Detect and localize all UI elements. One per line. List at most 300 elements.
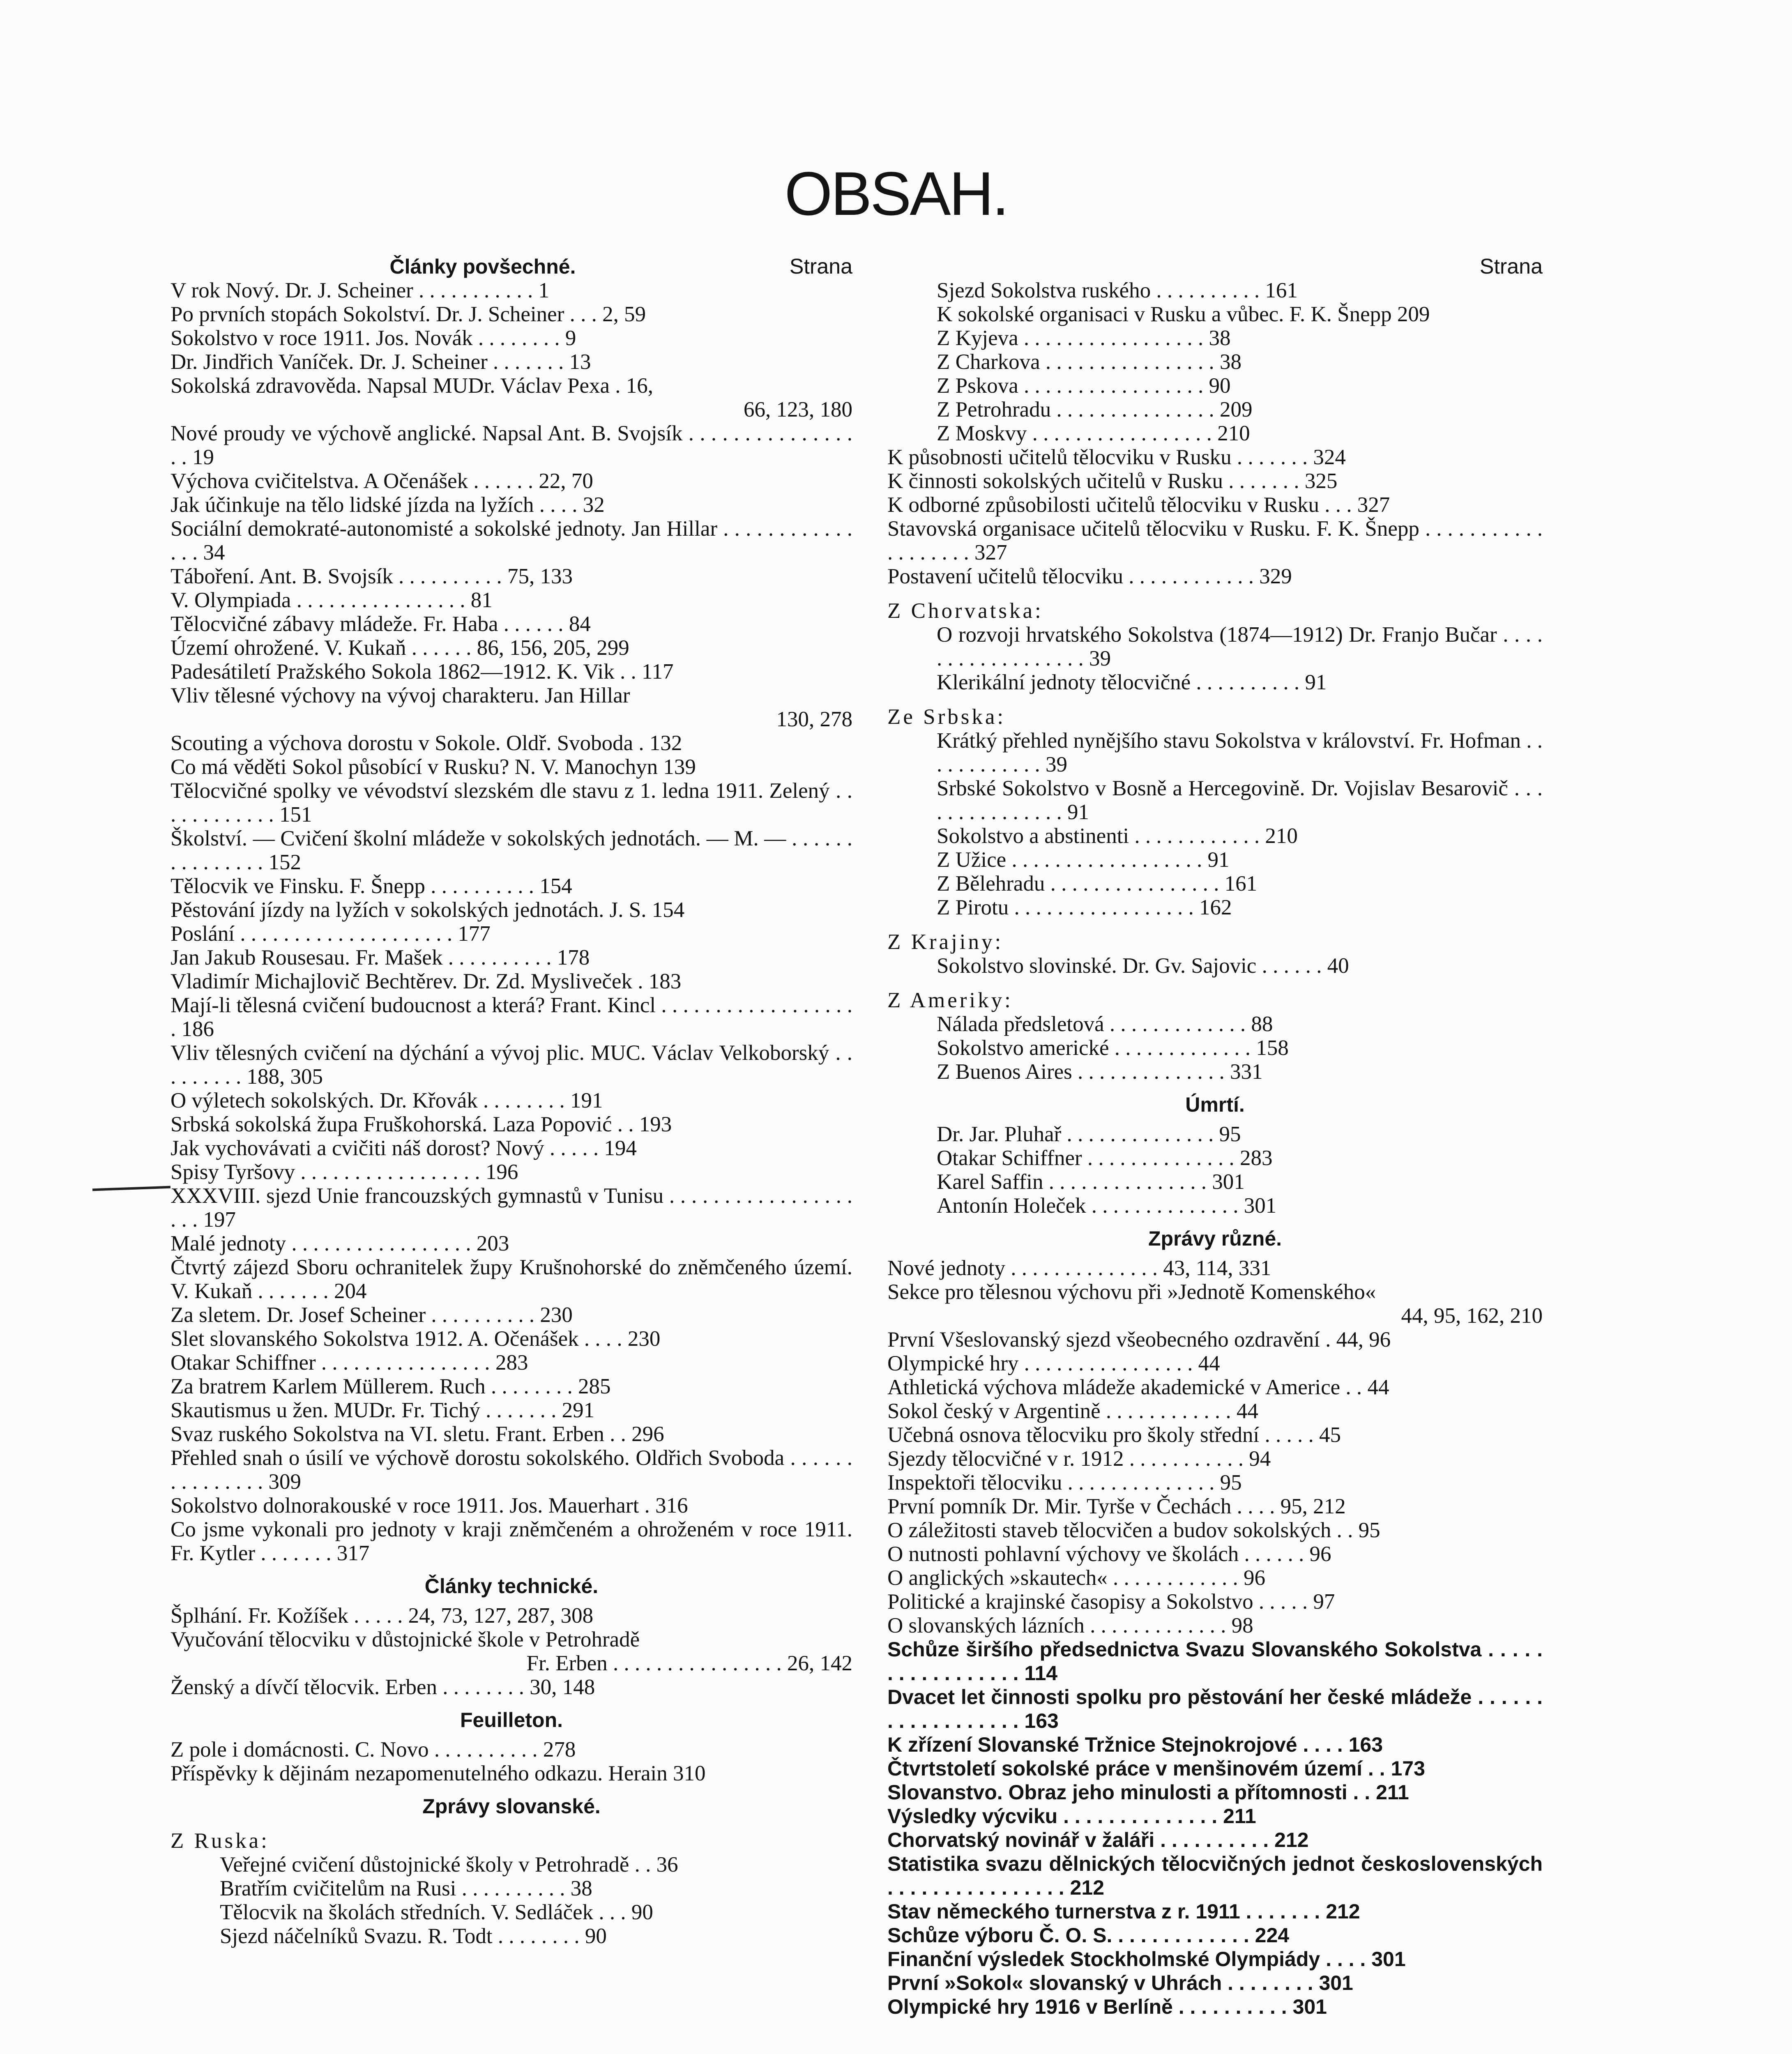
entry-title: Z Užice . . . . . . . . . . . . . . . . . .: [937, 848, 1202, 872]
entry-page-number: 204: [334, 1279, 367, 1303]
entry-title: O nutnosti pohlavní výchovy ve školách . . . . . .: [887, 1542, 1304, 1566]
toc-entry: [170, 1089, 852, 1112]
entry-page-number: 38: [570, 1877, 592, 1900]
entry-page-number: 96: [1243, 1566, 1265, 1590]
entry-title: Co jsme vykonali pro jednoty v kraji zněmčeném a ohroženém v roce 1911. Fr. Kytler . . . . . . .: [170, 1517, 852, 1565]
toc-entry: [887, 1637, 1543, 1685]
entry-title: Krátký přehled nynějšího stavu Sokolstva v království. Fr. Hofman . . . . . . . . . . . .: [937, 729, 1543, 776]
toc-entry: [887, 1780, 1543, 1804]
entry-title: Karel Saffin . . . . . . . . . . . . . . .: [937, 1170, 1207, 1194]
toc-entry: [170, 969, 852, 993]
entry-page-number: 45: [1319, 1423, 1341, 1447]
entry-title: Pěstování jízdy na lyžích v sokolských jednotách. J. S.: [170, 898, 647, 922]
entry-page-number: 161: [1265, 279, 1298, 302]
entry-page-number: 173: [1391, 1757, 1425, 1780]
entry-title: Z Charkova . . . . . . . . . . . . . . . .: [937, 350, 1214, 374]
entry-title: Srbské Sokolstvo v Bosně a Hercegovině. Dr. Vojislav Besarovič . . . . . . . . . . . . . . .: [937, 776, 1543, 824]
entry-page-number: 301: [1371, 1948, 1406, 1971]
entry-title: Sociální demokraté-autonomisté a sokolské jednoty. Jan Hillar . . . . . . . . . . . . . . .: [170, 517, 852, 564]
entry-page-number: 224: [1255, 1924, 1290, 1947]
toc-entry: [887, 1923, 1543, 1947]
entry-page-number: 162: [1199, 896, 1232, 919]
toc-entry: [170, 421, 852, 469]
entry-title: Fr. Erben . . . . . . . . . . . . . . . . 26,: [526, 1651, 815, 1675]
toc-entry: [887, 1971, 1543, 1995]
toc-entry: [170, 1853, 852, 1877]
toc-entry: [170, 636, 852, 660]
entry-title: 44, 95, 162,: [1401, 1304, 1505, 1328]
left-column-header: [170, 255, 852, 279]
entry-title: K působnosti učitelů tělocviku v Rusku . . . . . . .: [887, 445, 1308, 469]
toc-entry: [887, 1194, 1543, 1218]
entry-page-number: 278: [543, 1738, 576, 1762]
toc-entry: [170, 1877, 852, 1900]
entry-title: Z Pskova . . . . . . . . . . . . . . . . .: [937, 374, 1204, 398]
toc-entry: [887, 1146, 1543, 1170]
entry-title: Olympické hry 1916 v Berlíně . . . . . . . . . .: [887, 1995, 1287, 2018]
entry-page-number: 329: [1259, 564, 1292, 588]
entry-page-number: 308: [560, 1604, 594, 1628]
right-column: [887, 255, 1543, 2019]
entry-page-number: 34: [203, 541, 225, 564]
toc-entry: [170, 350, 852, 374]
toc-entry: [887, 1995, 1543, 2019]
entry-title: V rok Nový. Dr. J. Scheiner . . . . . . . . . . .: [170, 279, 533, 302]
entry-title: Sokolstvo dolnorakouské v roce 1911. Jos. Mauerhart .: [170, 1494, 650, 1517]
group-heading: Ze Srbska:: [887, 705, 1006, 729]
entry-page-number: 98: [1231, 1614, 1253, 1637]
entry-page-number: 9: [565, 326, 576, 350]
toc-entry: [170, 660, 852, 684]
toc-entry: [170, 922, 852, 946]
entry-page-number: 183: [648, 969, 682, 993]
entry-title: Statistika svazu dělnických tělocvičných jednot československých . . . . . . . . . . . . . . . .: [887, 1852, 1543, 1899]
toc-entry: [887, 1447, 1543, 1471]
section-heading: Zprávy různé.: [1148, 1227, 1282, 1250]
entry-title: Ženský a dívčí tělocvik. Erben . . . . . . . . 30,: [170, 1675, 557, 1699]
toc-entry: [887, 1733, 1543, 1757]
entry-title: První pomník Dr. Mir. Tyrše v Čechách . . . . 95,: [887, 1494, 1308, 1518]
entry-page-number: 285: [578, 1375, 611, 1398]
entry-page-number: 95: [1219, 1122, 1241, 1146]
entry-title: Vladimír Michajlovič Bechtěrev. Dr. Zd. Mysliveček .: [170, 969, 643, 993]
entry-page-number: 211: [1223, 1805, 1256, 1828]
entry-page-number: 148: [562, 1675, 595, 1699]
entry-title: Politické a krajinské časopisy a Sokolstvo . . . . .: [887, 1590, 1308, 1614]
toc-entry: [170, 1160, 852, 1184]
toc-entry: [170, 1651, 852, 1675]
entry-page-number: 39: [1089, 647, 1111, 670]
toc-entry: [170, 469, 852, 493]
entry-title: Sokol český v Argentině . . . . . . . . . . . .: [887, 1399, 1231, 1423]
toc-entry: [887, 1256, 1543, 1280]
entry-page-number: 90: [1209, 374, 1231, 398]
entry-title: Skautismus u žen. MUDr. Fr. Tichý . . . . . . .: [170, 1398, 557, 1422]
entry-page-number: 88: [1251, 1012, 1273, 1036]
entry-page-number: 39: [1046, 753, 1067, 776]
entry-page-number: 95: [1220, 1471, 1242, 1494]
entry-title: Klerikální jednoty tělocvičné . . . . . . . . . .: [937, 670, 1300, 694]
entry-title: Mají-li tělesná cvičení budoucnost a která? Frant. Kincl . . . . . . . . . . . . . . . . . . .: [170, 993, 852, 1041]
toc-entry: [887, 398, 1543, 421]
toc-entry: [887, 1399, 1543, 1423]
entry-title: Dr. Jar. Pluhař . . . . . . . . . . . . . .: [937, 1122, 1214, 1146]
toc-entry: [170, 302, 852, 326]
entry-title: Tělocvičné zábavy mládeže. Fr. Haba . . . . . .: [170, 612, 564, 636]
entry-page-number: 291: [562, 1398, 595, 1422]
entry-title: Sjezdy tělocvičné v r. 1912 . . . . . . . . . . .: [887, 1447, 1244, 1471]
entry-title: Otakar Schiffner . . . . . . . . . . . . . .: [937, 1146, 1235, 1170]
entry-title: Spisy Tyršovy . . . . . . . . . . . . . . . . .: [170, 1160, 480, 1184]
entry-page-number: 209: [1397, 302, 1430, 326]
entry-title: Athletická výchova mládeže akademické v Americe . .: [887, 1375, 1362, 1399]
toc-entry: [887, 1804, 1543, 1828]
entry-title: Čtvrtstoletí sokolské práce v menšinovém území . .: [887, 1757, 1385, 1780]
entry-page-number: 194: [604, 1136, 637, 1160]
toc-entry: [170, 779, 852, 827]
entry-page-number: 151: [279, 803, 312, 827]
entry-title: Schůze širšího předsednictva Svazu Slovanského Sokolstva . . . . . . . . . . . . . . . . .: [887, 1638, 1543, 1685]
toc-entry: [170, 1675, 852, 1699]
entry-page-number: 84: [569, 612, 591, 636]
entry-title: Z Petrohradu . . . . . . . . . . . . . . .: [937, 398, 1214, 421]
toc-entry: [887, 326, 1543, 350]
group-heading: Z Krajiny:: [887, 930, 1004, 954]
entry-title: O záležitosti staveb tělocvičen a budov sokolských . .: [887, 1518, 1353, 1542]
toc-entry: [887, 1566, 1543, 1590]
toc-entry: [170, 1327, 852, 1351]
entry-page-number: 301: [1244, 1194, 1277, 1218]
toc-entry: [170, 1924, 852, 1948]
toc-entry: [170, 493, 852, 517]
toc-entry: [887, 623, 1543, 670]
entry-page-number: 13: [569, 350, 591, 374]
entry-title: Olympické hry . . . . . . . . . . . . . . . .: [887, 1352, 1193, 1375]
entry-page-number: 193: [639, 1112, 672, 1136]
entry-page-number: 296: [631, 1422, 664, 1446]
toc-entry: [887, 1494, 1543, 1518]
entry-page-number: 283: [1239, 1146, 1273, 1170]
toc-entry: [887, 564, 1543, 588]
toc-entry: [887, 1304, 1543, 1328]
entry-page-number: 117: [642, 660, 674, 684]
entry-title: Co má věděti Sokol působící v Rusku? N. V. Manochyn: [170, 755, 658, 779]
group-heading: Z Ruska:: [170, 1829, 269, 1853]
entry-title: Malé jednoty . . . . . . . . . . . . . . . . .: [170, 1232, 471, 1255]
toc-entry: [170, 1446, 852, 1494]
toc-entry: [887, 1471, 1543, 1494]
toc-entry: [887, 421, 1543, 445]
entry-page-number: 38: [1209, 326, 1231, 350]
toc-entry: [887, 1122, 1543, 1146]
entry-page-number: 94: [1249, 1447, 1271, 1471]
toc-entry: [170, 1628, 852, 1651]
entry-title: Dvacet let činnosti spolku pro pěstování her české mládeže . . . . . . . . . . . . . . . . . .: [887, 1686, 1543, 1732]
entry-title: Po prvních stopách Sokolství. Dr. J. Scheiner . . .: [170, 302, 597, 326]
toc-entry: [887, 1060, 1543, 1084]
entry-page-number: 301: [1319, 1971, 1353, 1994]
entry-title: Stavovská organisace učitelů tělocviku v Rusku. F. K. Šnepp . . . . . . . . . . . . . . . . . . .: [887, 517, 1543, 564]
entry-page-number: 210: [1265, 824, 1298, 848]
entry-title: Přehled snah o úsilí ve výchově dorostu sokolského. Oldřich Svoboda . . . . . . . . . . . . . . .: [170, 1446, 852, 1494]
toc-entry: [887, 896, 1543, 919]
entry-page-number: 142: [820, 1651, 852, 1675]
entry-page-number: 301: [1212, 1170, 1245, 1194]
toc-entry: [170, 1494, 852, 1517]
entry-page-number: 212: [1070, 1876, 1104, 1899]
entry-title: Padesátiletí Pražského Sokola 1862—1912. K. Vik . .: [170, 660, 636, 684]
entry-page-number: 212: [1326, 1900, 1360, 1923]
section-heading: Zprávy slovanské.: [422, 1795, 601, 1818]
entry-page-number: 95: [1358, 1518, 1380, 1542]
toc-entry: [887, 493, 1543, 517]
entry-page-number: 97: [1313, 1590, 1335, 1614]
entry-page-number: 186: [181, 1017, 214, 1041]
left-column: [170, 255, 852, 1948]
entry-page-number: 133: [540, 564, 573, 588]
entry-title: Slovanstvo. Obraz jeho minulosti a přítomnosti . .: [887, 1781, 1370, 1804]
entry-title: Z Bělehradu . . . . . . . . . . . . . . . .: [937, 872, 1219, 896]
toc-entry: [887, 350, 1543, 374]
entry-title: Inspektoři tělocviku . . . . . . . . . . . . . .: [887, 1471, 1215, 1494]
entry-page-number: 139: [663, 755, 696, 779]
toc-entry: [170, 874, 852, 898]
toc-entry: [170, 1255, 852, 1303]
toc-entry: [887, 302, 1543, 326]
entry-title: Táboření. Ant. B. Svojsík . . . . . . . . . . 75,: [170, 564, 535, 588]
entry-title: Sjezd Sokolstva ruského . . . . . . . . . .: [937, 279, 1260, 302]
entry-title: Antonín Holeček . . . . . . . . . . . . . .: [937, 1194, 1239, 1218]
toc-entry: [887, 1757, 1543, 1780]
entry-page-number: 44: [1198, 1352, 1220, 1375]
entry-title: Jak vychovávati a cvičiti náš dorost? Nový . . . . .: [170, 1136, 599, 1160]
entry-title: K zřízení Slovanské Tržnice Stejnokrojové . . . .: [887, 1733, 1343, 1756]
toc-entry: [887, 469, 1543, 493]
entry-page-number: 310: [673, 1762, 706, 1785]
entry-page-number: 81: [470, 588, 493, 612]
entry-page-number: 90: [585, 1924, 607, 1948]
entry-title: Za sletem. Dr. Josef Scheiner . . . . . . . . . .: [170, 1303, 535, 1327]
entry-page-number: 1: [538, 279, 550, 302]
toc-entry: [887, 1852, 1543, 1900]
entry-title: Sokolstvo a abstinenti . . . . . . . . . . . .: [937, 824, 1260, 848]
strana-label: Strana: [789, 255, 852, 279]
entry-title: Sokolstvo v roce 1911. Jos. Novák . . . . . . . .: [170, 326, 560, 350]
entry-page-number: 191: [570, 1089, 603, 1112]
entry-title: Finanční výsledek Stockholmské Olympiády . . . .: [887, 1948, 1366, 1971]
entry-page-number: 301: [1292, 1995, 1327, 2018]
toc-entry: [887, 1542, 1543, 1566]
entry-title: Vliv tělesných cvičení na dýchání a vývoj plic. MUC. Václav Velkoborský . . . . . . . . . 188,: [170, 1041, 852, 1089]
entry-page-number: 324: [1313, 445, 1346, 469]
entry-page-number: 44: [1236, 1399, 1258, 1423]
toc-entry: [887, 1423, 1543, 1447]
entry-title: Sokolstvo slovinské. Dr. Gv. Sajovic . . . . . .: [937, 954, 1322, 978]
toc-entry: [170, 684, 852, 707]
entry-page-number: 114: [1024, 1662, 1058, 1685]
entry-page-number: 91: [1305, 670, 1327, 694]
entry-title: Sekce pro tělesnou výchovu při »Jednotě Komenského«: [887, 1280, 1376, 1304]
toc-entry: [170, 1303, 852, 1327]
entry-page-number: 230: [540, 1303, 573, 1327]
toc-entry: [887, 445, 1543, 469]
entry-page-number: 163: [1024, 1709, 1059, 1732]
toc-entry: [170, 1738, 852, 1762]
entry-page-number: 316: [655, 1494, 688, 1517]
entry-page-number: 331: [1230, 1060, 1263, 1084]
entry-title: Učebná osnova tělocviku pro školy střední . . . . .: [887, 1423, 1314, 1447]
entry-page-number: 196: [485, 1160, 518, 1184]
toc-entry: [170, 612, 852, 636]
entry-page-number: 210: [1510, 1304, 1543, 1328]
toc-entry: [887, 1900, 1543, 1923]
entry-title: Čtvrtý zájezd Sboru ochranitelek župy Krušnohorské do zněmčeného území. V. Kukaň . . . . . . .: [170, 1255, 852, 1303]
entry-title: Školství. — Cvičení školní mládeže v sokolských jednotách. — M. — . . . . . . . . . . . . . . .: [170, 827, 852, 874]
entry-page-number: 209: [1219, 398, 1253, 421]
entry-page-number: 152: [268, 850, 301, 874]
section-heading: Články technické.: [424, 1575, 599, 1598]
entry-page-number: 305: [290, 1065, 323, 1089]
toc-entry: [170, 564, 852, 588]
toc-entry: [170, 1136, 852, 1160]
toc-entry: [887, 954, 1543, 978]
toc-entry: [887, 1947, 1543, 1971]
toc-entry: [170, 517, 852, 564]
entry-page-number: 299: [597, 636, 629, 660]
toc-entry: [887, 670, 1543, 694]
entry-page-number: 32: [583, 493, 605, 517]
toc-entry: [887, 1828, 1543, 1852]
toc-entry: [170, 827, 852, 874]
toc-entry: [170, 1900, 852, 1924]
entry-title: Dr. Jindřich Vaníček. Dr. J. Scheiner . . . . . . .: [170, 350, 564, 374]
entry-title: K odborné způsobilosti učitelů tělocviku v Rusku . . .: [887, 493, 1352, 517]
toc-entry: [887, 1685, 1543, 1733]
entry-page-number: 180: [820, 398, 852, 421]
toc-entry: [170, 898, 852, 922]
toc-entry: [170, 731, 852, 755]
entry-page-number: 212: [1313, 1494, 1346, 1518]
entry-page-number: 211: [1376, 1781, 1409, 1804]
entry-page-number: 325: [1304, 469, 1338, 493]
entry-title: Svaz ruského Sokolstva na VI. sletu. Frant. Erben . .: [170, 1422, 626, 1446]
entry-page-number: 197: [203, 1208, 236, 1232]
toc-entry: [170, 1422, 852, 1446]
entry-page-number: 327: [1357, 493, 1390, 517]
toc-entry: [887, 1518, 1543, 1542]
toc-entry: [887, 279, 1543, 302]
entry-page-number: 177: [458, 922, 491, 946]
entry-title: Vliv tělesné výchovy na vývoj charakteru. Jan Hillar: [170, 684, 630, 707]
entry-title: O slovanských lázních . . . . . . . . . . . . .: [887, 1614, 1226, 1637]
toc-entry: [170, 1398, 852, 1422]
entry-title: Z Pirotu . . . . . . . . . . . . . . . . .: [937, 896, 1194, 919]
group-heading: Z Ameriky:: [887, 988, 1013, 1012]
toc-entry: [887, 1590, 1543, 1614]
toc-entry: [887, 1280, 1543, 1304]
toc-entry: [170, 1517, 852, 1565]
toc-entry: [887, 1375, 1543, 1399]
entry-page-number: 158: [1256, 1036, 1289, 1060]
section-heading: Feuilleton.: [460, 1709, 563, 1732]
entry-title: Jan Jakub Rousesau. Fr. Mašek . . . . . . . . . .: [170, 946, 552, 969]
strana-label: Strana: [1479, 255, 1543, 279]
toc-entry: [170, 946, 852, 969]
entry-title: O rozvoji hrvatského Sokolstva (1874—1912) Dr. Franjo Bučar . . . . . . . . . . . . . . . . . .: [937, 623, 1543, 670]
entry-title: Otakar Schiffner . . . . . . . . . . . . . . . .: [170, 1351, 490, 1375]
entry-page-number: 163: [1348, 1733, 1383, 1756]
entry-page-number: 91: [1207, 848, 1230, 872]
toc-entry: [170, 398, 852, 421]
toc-entry: [887, 1328, 1543, 1352]
entry-page-number: 91: [1067, 800, 1089, 824]
entry-page-number: 38: [1219, 350, 1242, 374]
toc-entry: [170, 279, 852, 302]
toc-entry: [887, 848, 1543, 872]
entry-title: Poslání . . . . . . . . . . . . . . . . . . . .: [170, 922, 453, 946]
entry-page-number: 154: [652, 898, 685, 922]
toc-entry: [170, 1375, 852, 1398]
entry-title: Šplhání. Fr. Kožíšek . . . . . 24, 73, 127, 287,: [170, 1604, 555, 1628]
entry-title: 66, 123,: [744, 398, 815, 421]
entry-title: Území ohrožené. V. Kukaň . . . . . . 86, 156, 205,: [170, 636, 592, 660]
entry-title: Stav německého turnerstva z r. 1911 . . . . . . .: [887, 1900, 1320, 1923]
toc-entry: [170, 1762, 852, 1785]
entry-page-number: 19: [192, 445, 214, 469]
toc-entry: [170, 1041, 852, 1089]
toc-entry: [887, 517, 1543, 564]
toc-entry: [170, 1184, 852, 1232]
toc-entry: [887, 374, 1543, 398]
entry-title: Příspěvky k dějinám nezapomenutelného odkazu. Herain: [170, 1762, 668, 1785]
entry-page-number: 212: [1274, 1828, 1309, 1851]
right-column-header: [887, 255, 1543, 279]
entry-title: Postavení učitelů tělocviku . . . . . . . . . . . .: [887, 564, 1254, 588]
entry-title: Výchova cvičitelstva. A Očenášek . . . . . . 22,: [170, 469, 566, 493]
entry-title: K činnosti sokolských učitelů v Rusku . . . . . . .: [887, 469, 1299, 493]
entry-page-number: 70: [571, 469, 593, 493]
entry-title: Nálada předsletová . . . . . . . . . . . . .: [937, 1012, 1246, 1036]
toc-entry: [170, 374, 852, 398]
entry-page-number: 2, 59: [602, 302, 646, 326]
toc-entry: [170, 707, 852, 731]
entry-title: Tělocvik na školách středních. V. Sedláček . . .: [220, 1900, 626, 1924]
entry-page-number: 96: [1369, 1328, 1391, 1352]
toc-entry: [887, 729, 1543, 776]
entry-title: Tělocvik ve Finsku. F. Šnepp . . . . . . . . . .: [170, 874, 534, 898]
entry-page-number: 309: [268, 1470, 301, 1494]
entry-title: Schůze výboru Č. O. S. . . . . . . . . . . . .: [887, 1924, 1249, 1947]
entry-page-number: 203: [476, 1232, 509, 1255]
entry-title: O výletech sokolských. Dr. Křovák . . . . . . . .: [170, 1089, 565, 1112]
entry-title: Sjezd náčelníků Svazu. R. Todt . . . . . . . .: [220, 1924, 580, 1948]
section-heading: Články povšechné.: [389, 255, 576, 278]
entry-page-number: 317: [336, 1541, 370, 1565]
entry-page-number: 90: [631, 1900, 653, 1924]
group-heading: Z Chorvatska:: [887, 599, 1043, 623]
toc-entry: [887, 1614, 1543, 1637]
entry-title: K sokolské organisaci v Rusku a vůbec. F. K. Šnepp: [937, 302, 1392, 326]
toc-entry: [170, 1604, 852, 1628]
toc-entry: [170, 993, 852, 1041]
entry-page-number: 278: [820, 707, 852, 731]
toc-entry: [887, 776, 1543, 824]
entry-page-number: 44: [1367, 1375, 1389, 1399]
entry-title: Nové jednoty . . . . . . . . . . . . . . 43, 114,: [887, 1256, 1233, 1280]
entry-page-number: 283: [495, 1351, 528, 1375]
entry-title: Za bratrem Karlem Müllerem. Ruch . . . . . . . .: [170, 1375, 573, 1398]
entry-title: Bratřím cvičitelům na Rusi . . . . . . . . . .: [220, 1877, 565, 1900]
